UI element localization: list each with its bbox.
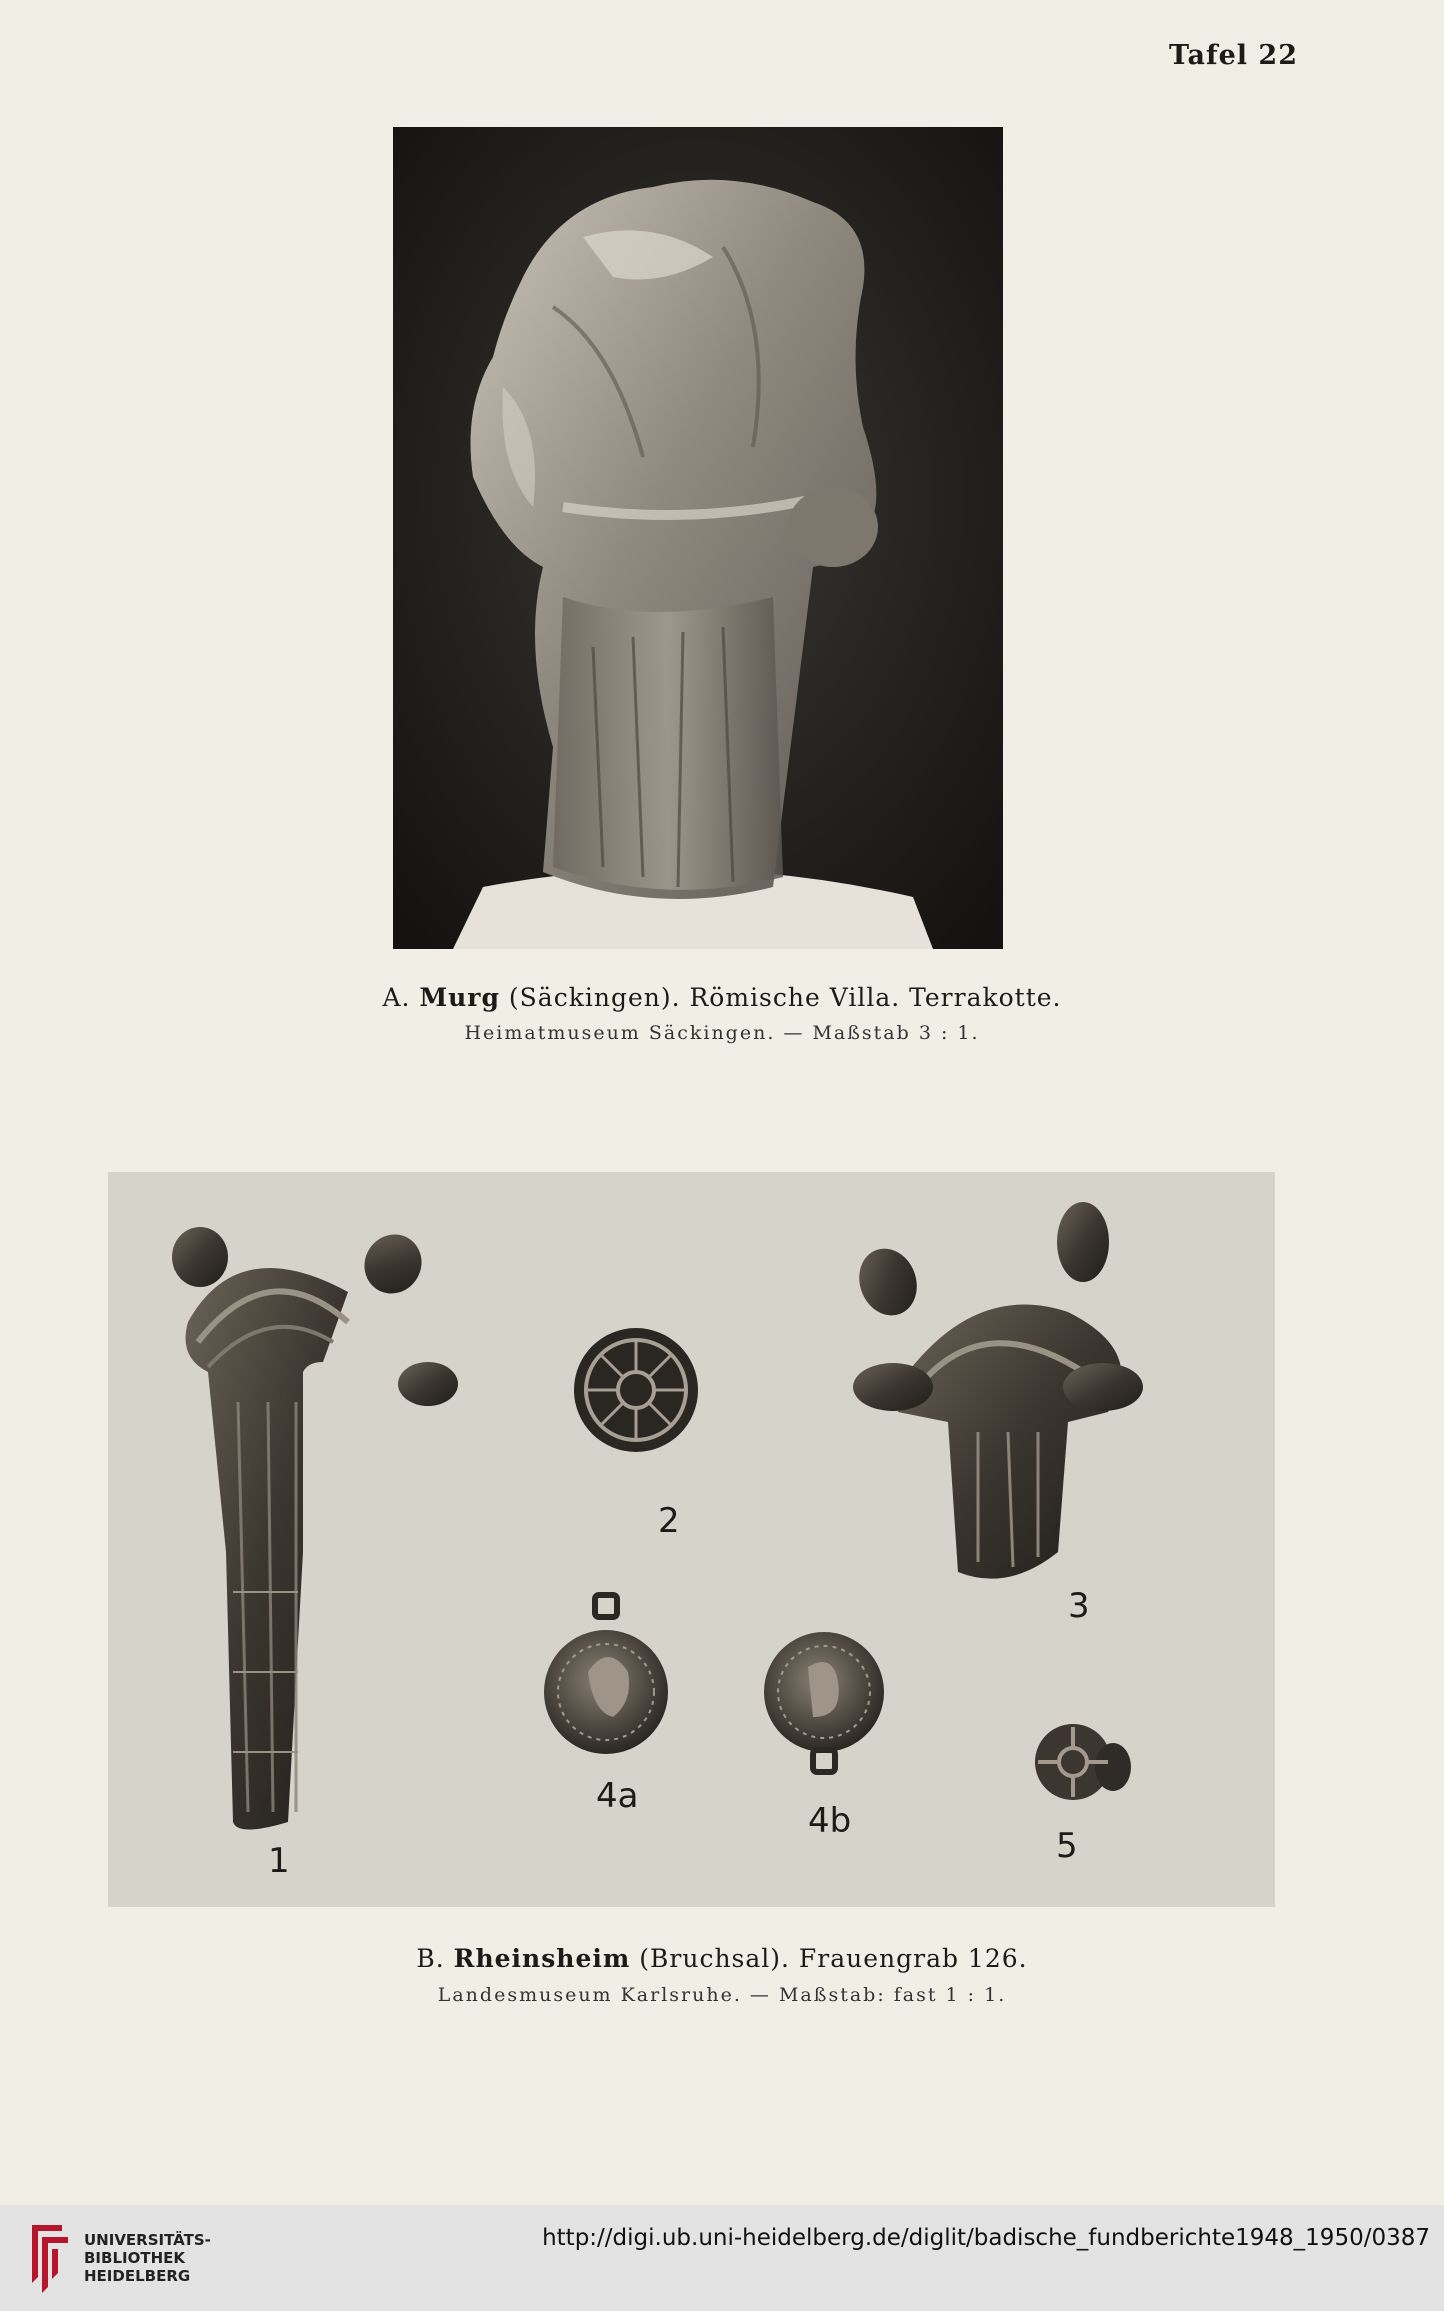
figure-a-caption — [0, 983, 1444, 1012]
figure-a-description: (Säckingen). Römische Villa. Terrakotte. — [508, 983, 1062, 1012]
label-item-3: 3 — [1068, 1586, 1090, 1626]
figure-b-subcaption: Landesmuseum Karlsruhe. — Maßstab: fast 1 : 1. — [437, 1984, 1007, 2006]
figure-a-prefix: A. — [382, 983, 411, 1012]
figure-b-caption — [0, 1944, 1444, 1973]
label-item-2: 2 — [658, 1501, 680, 1541]
label-item-1: 1 — [268, 1841, 290, 1881]
photo-grave-finds — [108, 1172, 1275, 1907]
footer-bar — [0, 2205, 1444, 2311]
figure-b-site: Rheinsheim — [453, 1944, 631, 1973]
label-item-4a: 4a — [596, 1776, 639, 1816]
library-name-line-2: BIBLIOTHEK — [84, 2249, 185, 2267]
figure-a-subcaption: Heimatmuseum Säckingen. — Maßstab 3 : 1. — [464, 1022, 980, 1044]
source-url-link[interactable]: http://digi.ub.uni-heidelberg.de/diglit/badische_fundberichte1948_1950/0387 — [542, 2225, 1430, 2251]
library-name-line-1: UNIVERSITÄTS- — [84, 2231, 211, 2249]
figure-b-prefix: B. — [416, 1944, 445, 1973]
disc-brooch-item-2 — [574, 1328, 698, 1452]
figure-a-site: Murg — [419, 983, 500, 1012]
library-name — [84, 2231, 211, 2285]
label-item-5: 5 — [1056, 1826, 1078, 1866]
figure-b-description: (Bruchsal). Frauengrab 126. — [639, 1944, 1028, 1973]
photo-terracotta-figure — [393, 127, 1003, 949]
library-name-line-3: HEIDELBERG — [84, 2267, 191, 2285]
grave-finds-image — [108, 1172, 1275, 1907]
library-logo-icon — [22, 2217, 74, 2297]
plate-number: Tafel 22 — [1168, 40, 1298, 71]
terracotta-figure-image — [393, 127, 1003, 949]
label-item-4b: 4b — [808, 1801, 852, 1841]
